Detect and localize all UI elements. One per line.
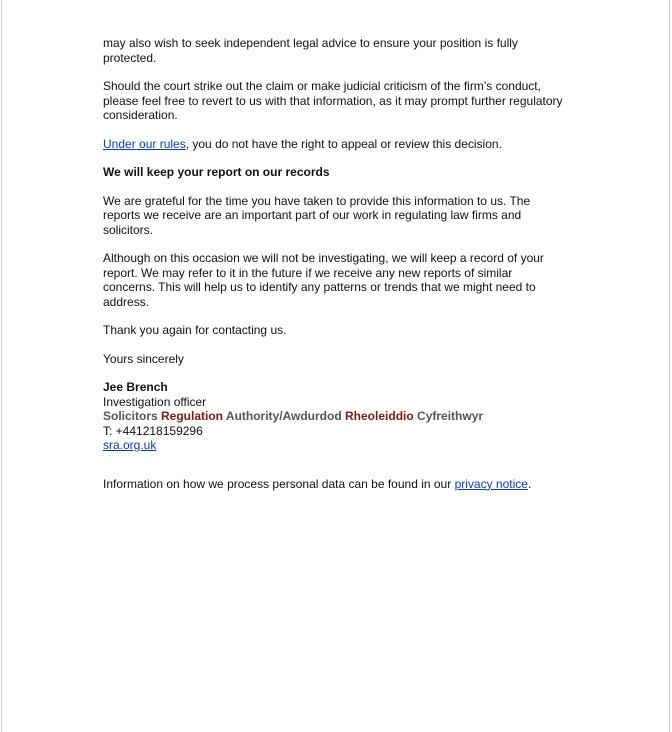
thanks-paragraph: Thank you again for contacting us. (103, 323, 287, 337)
signatory-name: Jee Brench (103, 380, 168, 394)
advice-paragraph: may also wish to seek independent legal advice to ensure your position is fully protected. (103, 36, 518, 65)
signature-block (103, 380, 565, 453)
section-heading: We will keep your report on our records (103, 165, 330, 179)
appeal-paragraph (103, 137, 565, 152)
privacy-text: Information on how we process personal data can be found in our (103, 476, 455, 491)
document-page (1, 0, 670, 732)
org-part: Rheoleiddio (345, 409, 414, 423)
privacy-end: . (527, 476, 532, 491)
closing: Yours sincerely (103, 351, 184, 366)
org-part: Solicitors (103, 409, 162, 423)
grateful-paragraph: We are grateful for the time you have taken to provide this information to us. The reports we receive are an important part of our work in regulating law firms and solicitors. (103, 193, 531, 237)
org-part: Regulation (161, 409, 224, 423)
appeal-text: , you do not have the right to appeal or review this decision. (185, 136, 502, 151)
privacy-notice-link[interactable]: privacy notice (454, 476, 528, 491)
signatory-title: Investigation officer (103, 394, 207, 409)
org-part: Cyfreithwyr (413, 409, 484, 423)
phone-number: T: +441218159296 (103, 423, 203, 438)
record-paragraph: Although on this occasion we will not be investigating, we will keep a record of your report. We may refer to it in the future if we receive any new reports of similar concerns. This will help us to identify any patterns or trends that we might need to address. (103, 251, 544, 309)
organisation-name (103, 409, 565, 424)
org-part: Authority/Awdurdod (223, 409, 346, 423)
court-paragraph: Should the court strike out the claim or make judicial criticism of the firm’s conduct, please feel free to revert to us with that information, as it may prompt further regulatory consideration. (103, 79, 563, 122)
privacy-paragraph (103, 477, 565, 492)
letter-body (103, 36, 565, 505)
under-our-rules-link[interactable]: Under our rules (103, 136, 186, 151)
website-link[interactable]: sra.org.uk (103, 438, 157, 452)
